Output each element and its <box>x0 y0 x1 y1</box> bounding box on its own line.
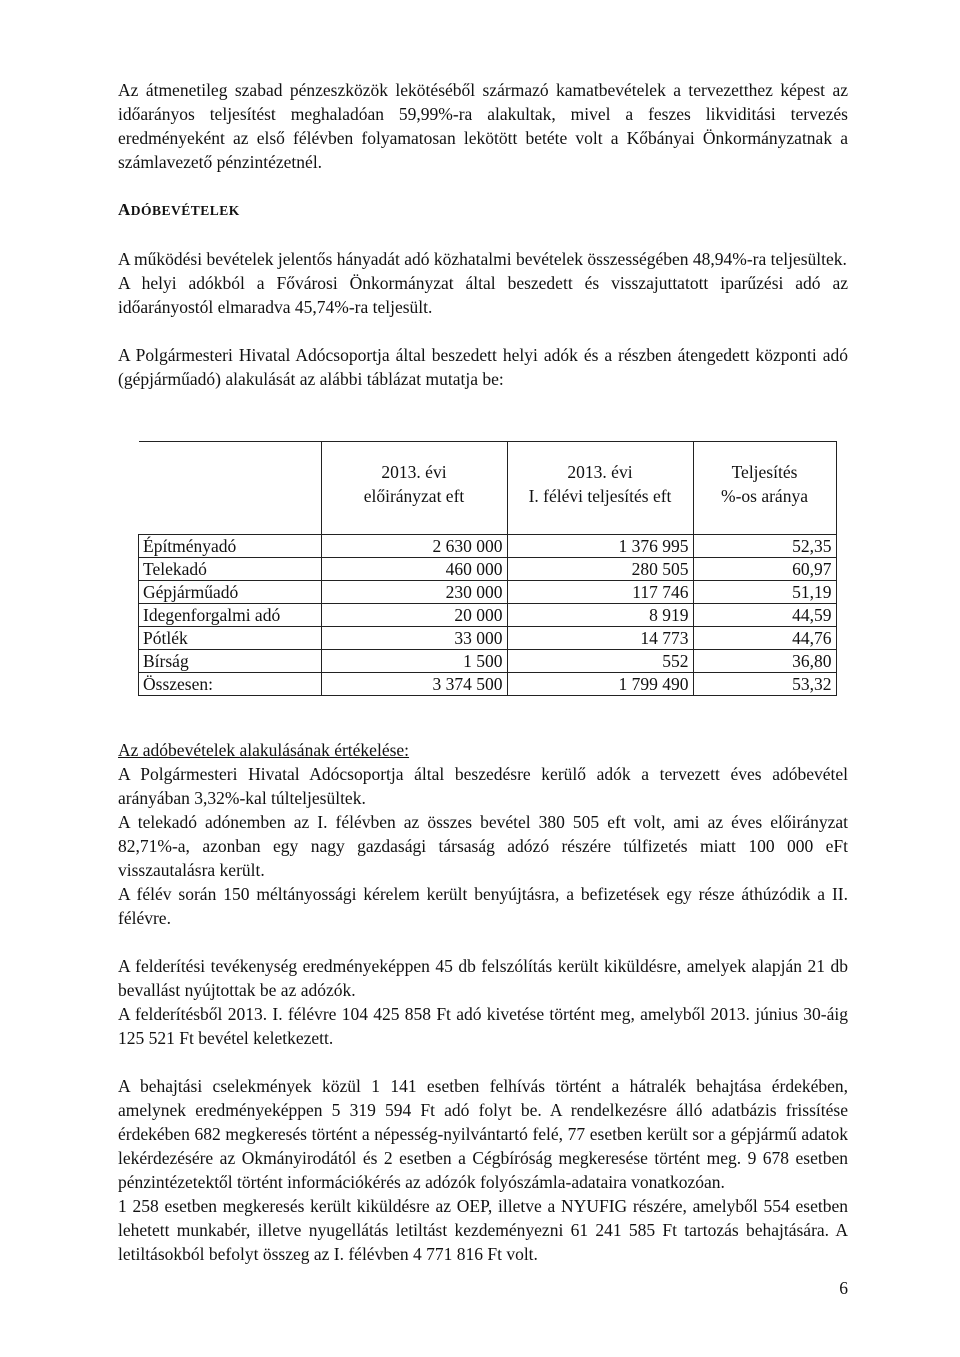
evaluation-line: A telekadó adónemben az I. félévben az összes bevétel 380 505 eft volt, ami az éves előirányzat 82,71%-a, azonban egy nagy gazdasági társaság adózó részére túlfizetés miatt 100 000 eFt visszautalásra került. <box>118 812 848 880</box>
row-eloiranyzat: 2 630 000 <box>321 535 507 558</box>
row-label: Gépjárműadó <box>139 581 322 604</box>
row-teljesites: 1 799 490 <box>507 673 693 696</box>
row-arany: 36,80 <box>693 650 836 673</box>
behajtas-paragraph: A behajtási cselekmények közül 1 141 esetben felhívás történt a hátralék behajtása érdekében, amelynek eredményeképpen 5 319 594 Ft adó folyt be. A rendelkezésre álló adatbázis frissítése érdekében 682 megkeresés történt a népesség-nyilvántartó felé, 77 esetben került sor a gépjármű adatok lekérdezésére az Okmányirodától és 2 esetben a Cégbíróság megkeresése történt meg. 9 678 esetben pénzintézetektől történt információkérés az adózók folyószámla-adataira vonatkozóan. <box>118 1076 848 1192</box>
felderites-paragraph: A felderítési tevékenység eredményeképpen 45 db felszólítás került kiküldésre, amelyek alapján 21 db bevallást nyújtottak be az adózók. <box>118 956 848 1000</box>
page-number: 6 <box>839 1278 848 1298</box>
section-heading: ADÓBEVÉTELEK <box>118 200 240 219</box>
table-row-total <box>139 673 837 696</box>
row-eloiranyzat: 20 000 <box>321 604 507 627</box>
table-row <box>139 558 837 581</box>
table-row <box>139 650 837 673</box>
row-eloiranyzat: 1 500 <box>321 650 507 673</box>
evaluation-title: Az adóbevételek alakulásának értékelése: <box>118 740 410 760</box>
evaluation-section <box>118 738 848 1266</box>
row-label: Építményadó <box>139 535 322 558</box>
row-arany: 51,19 <box>693 581 836 604</box>
row-teljesites: 552 <box>507 650 693 673</box>
paragraph-kozhatalmi: A működési bevételek jelentős hányadát adó közhatalmi bevételek összességében 48,94%-ra teljesültek. <box>118 249 847 269</box>
table-row <box>139 535 837 558</box>
row-teljesites: 117 746 <box>507 581 693 604</box>
tax-table <box>138 441 837 696</box>
row-arany: 53,32 <box>693 673 836 696</box>
row-label: Telekadó <box>139 558 322 581</box>
evaluation-line: A Polgármesteri Hivatal Adócsoportja által beszedésre kerülő adók a tervezett éves adóbevétel arányában 3,32%-kal túlteljesültek. <box>118 764 848 808</box>
intro-paragraph: Az átmenetileg szabad pénzeszközök lekötéséből származó kamatbevételek a tervezetthez képest az időarányos teljesítést meghaladóan 59,99%-ra alakultak, mivel a feszes likviditási tervezés eredményeként az első félévben folyamatosan lekötött betéte volt a Kőbányai Önkormányzatnak a számlavezető pénzintézetnél. <box>118 80 848 172</box>
row-label: Pótlék <box>139 627 322 650</box>
table-row <box>139 604 837 627</box>
row-arany: 44,59 <box>693 604 836 627</box>
row-arany: 52,35 <box>693 535 836 558</box>
row-eloiranyzat: 230 000 <box>321 581 507 604</box>
paragraph-iparuzesi: A helyi adókból a Fővárosi Önkormányzat által beszedett és visszajuttatott iparűzési adó az időarányostól elmaradva 45,74%-ra teljesült. <box>118 273 848 317</box>
table-row <box>139 581 837 604</box>
row-label: Összesen: <box>139 673 322 696</box>
row-eloiranyzat: 460 000 <box>321 558 507 581</box>
row-teljesites: 280 505 <box>507 558 693 581</box>
paragraph-table-intro: A Polgármesteri Hivatal Adócsoportja által beszedett helyi adók és a részben átengedett központi adó (gépjárműadó) alakulását az alábbi táblázat mutatja be: <box>118 345 848 389</box>
table-header-arany: Teljesítés %-os aránya <box>693 442 836 517</box>
row-teljesites: 1 376 995 <box>507 535 693 558</box>
row-label: Idegenforgalmi adó <box>139 604 322 627</box>
document-body <box>118 78 848 391</box>
table-spacer-row <box>139 516 837 535</box>
table-row <box>139 627 837 650</box>
row-teljesites: 8 919 <box>507 604 693 627</box>
table-header-blank <box>139 442 322 517</box>
row-eloiranyzat: 33 000 <box>321 627 507 650</box>
table-header-teljesites: 2013. évi I. félévi teljesítés eft <box>507 442 693 517</box>
evaluation-line: A félév során 150 méltányossági kérelem került benyújtásra, a befizetések egy része áthúzódik a II. félévre. <box>118 884 848 928</box>
row-arany: 60,97 <box>693 558 836 581</box>
row-arany: 44,76 <box>693 627 836 650</box>
table-header-eloiranyzat: 2013. évi előirányzat eft <box>321 442 507 517</box>
row-label: Bírság <box>139 650 322 673</box>
table-header-row <box>139 442 837 517</box>
felderites-paragraph: A felderítésből 2013. I. félévre 104 425 858 Ft adó kivetése történt meg, amelyből 2013. június 30-áig 125 521 Ft bevétel keletkezett. <box>118 1004 848 1048</box>
row-eloiranyzat: 3 374 500 <box>321 673 507 696</box>
behajtas-paragraph: 1 258 esetben megkeresés került kiküldésre az OEP, illetve a NYUFIG részére, amelyből 554 esetben lehetett munkabér, illetve nyugellátás letiltást kezdeményezni 61 241 585 Ft tartozás behajtására. A letiltásokból befolyt összeg az I. félévben 4 771 816 Ft volt. <box>118 1196 848 1264</box>
row-teljesites: 14 773 <box>507 627 693 650</box>
